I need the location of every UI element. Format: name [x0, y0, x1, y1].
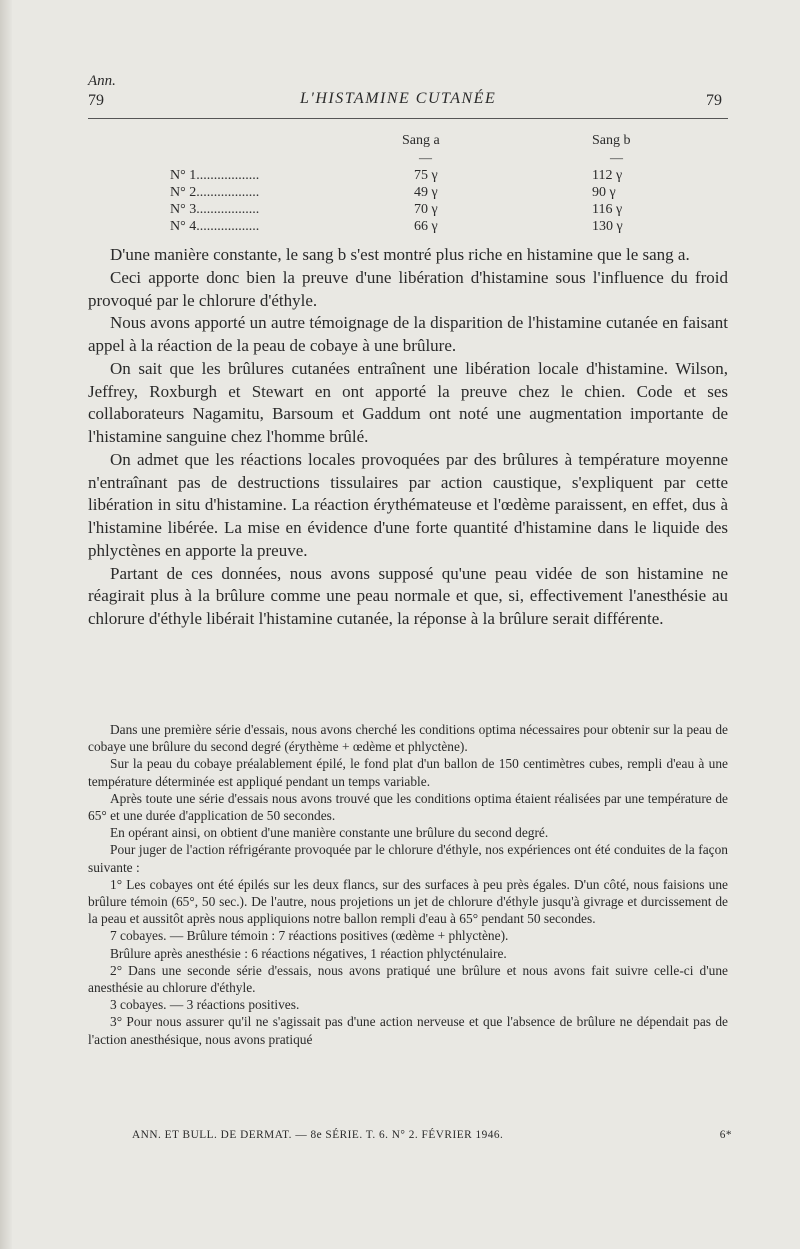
note-paragraph: Dans une première série d'essais, nous avons cherché les conditions optima nécessaires pour obtenir sur la peau de cobaye une brûlure du second degré (érythème + œdème et phlyctène).	[88, 722, 728, 755]
row-label: N° 3..................	[170, 202, 260, 217]
cell-sang-a: 66 γ	[414, 219, 438, 234]
body-paragraph: Partant de ces données, nous avons supposé qu'une peau vidée de son histamine ne réagirait plus à la brûlure comme une peau normale et que, si, effectivement l'anesthésie au chlorure d'éthyle libérait l'histamine cutanée, la réponse à la brûlure serait différente.	[88, 563, 728, 628]
note-paragraph: Brûlure après anesthésie : 6 réactions négatives, 1 réaction phlycténulaire.	[110, 945, 507, 961]
body-paragraph: Nous avons apporté un autre témoignage de la disparition de l'histamine cutanée en faisant appel à la réaction de la peau de cobaye à une brûlure.	[88, 313, 728, 355]
row-label: N° 4..................	[170, 219, 260, 234]
journal-abbreviation: Ann.	[88, 73, 116, 89]
column-dash-a: —	[419, 150, 432, 165]
page-binding-edge	[0, 0, 12, 1249]
page-number: 79	[706, 92, 722, 109]
journal-footer	[132, 1129, 732, 1141]
experimental-notes	[88, 721, 728, 1048]
footer-citation: ANN. ET BULL. DE DERMAT. — 8e SÉRIE. T. 6. N° 2. FÉVRIER 1946.	[132, 1129, 504, 1141]
body-paragraph: On admet que les réactions locales provoquées par des brûlures à température moyenne n'entraînant pas de destructions tissulaires par action caustique, s'expliquent par cette libération in situ d'histamine. La réaction érythémateuse et l'œdème paraissent, en effet, dus à l'histamine libérée. La mise en évidence d'une forte quantité d'histamine dans le liquide des phlyctènes en apporte la preuve.	[88, 449, 728, 560]
signature-mark: 6*	[719, 1129, 732, 1141]
body-paragraph: D'une manière constante, le sang b s'est montré plus riche en histamine que le sang a.	[110, 245, 690, 264]
table-row	[170, 219, 690, 239]
note-paragraph: 7 cobayes. — Brûlure témoin : 7 réactions positives (œdème + phlyctène).	[110, 928, 509, 944]
column-header-sang-a: Sang a	[402, 133, 440, 148]
header-rule	[88, 118, 728, 119]
cell-sang-b: 90 γ	[592, 185, 616, 200]
column-header-sang-b: Sang b	[592, 133, 631, 148]
note-paragraph: Après toute une série d'essais nous avons trouvé que les conditions optima étaient réalisées par une température de 65° et une durée d'application de 50 secondes.	[88, 790, 728, 824]
row-label: N° 1..................	[170, 168, 260, 183]
note-paragraph: 3 cobayes. — 3 réactions positives.	[110, 997, 300, 1013]
cell-sang-b: 112 γ	[592, 168, 623, 183]
note-paragraph: 1° Les cobayes ont été épilés sur les deux flancs, sur des surfaces à peu près égales. D'un côté, nous faisions une brûlure témoin (65°, 50 sec.). De l'autre, nous projetions un jet de chlorure d'éthyle jusqu'à givrage et durcissement de la peau et aussitôt après nous appliquions notre ballon rempli d'eau à 65° pendant 50 secondes.	[88, 876, 728, 927]
journal-page-number: 79	[88, 92, 104, 109]
body-paragraph: On sait que les brûlures cutanées entraînent une libération locale d'histamine. Wilson, Jeffrey, Roxburgh et Stewart en ont apporté la preuve chez le chien. Code et ses collaborateurs Nagamitu, Barsoum et Gaddum ont noté une augmentation importante de l'histamine sanguine chez l'homme brûlé.	[88, 358, 728, 446]
cell-sang-b: 130 γ	[592, 219, 623, 234]
note-paragraph: Sur la peau du cobaye préalablement épilé, le fond plat d'un ballon de 150 centimètres cubes, rempli d'eau à une température déterminée est appliqué pendant un temps variable.	[88, 756, 728, 789]
note-paragraph: 2° Dans une seconde série d'essais, nous avons pratiqué une brûlure et nous avons fait suivre celle-ci d'une anesthésie au chlorure d'éthyle.	[88, 962, 728, 996]
running-title: L'HISTAMINE CUTANÉE	[300, 90, 497, 107]
note-paragraph: 3° Pour nous assurer qu'il ne s'agissait pas d'une action nerveuse et que l'absence de brûlure ne dépendait pas de l'action anesthésique, nous avons pratiqué	[88, 1014, 728, 1047]
note-paragraph: Pour juger de l'action réfrigérante provoquée par le chlorure d'éthyle, nos expériences ont été conduites de la façon suivante :	[88, 842, 728, 875]
row-label: N° 2..................	[170, 185, 260, 200]
note-paragraph: En opérant ainsi, on obtient d'une manière constante une brûlure du second degré.	[110, 825, 549, 841]
cell-sang-a: 49 γ	[414, 185, 438, 200]
body-paragraph: Ceci apporte donc bien la preuve d'une libération d'histamine sous l'influence du froid provoqué par le chlorure d'éthyle.	[88, 267, 728, 310]
cell-sang-a: 75 γ	[414, 168, 438, 183]
cell-sang-b: 116 γ	[592, 202, 623, 217]
main-body-text	[88, 244, 728, 631]
column-dash-b: —	[610, 150, 623, 165]
cell-sang-a: 70 γ	[414, 202, 438, 217]
